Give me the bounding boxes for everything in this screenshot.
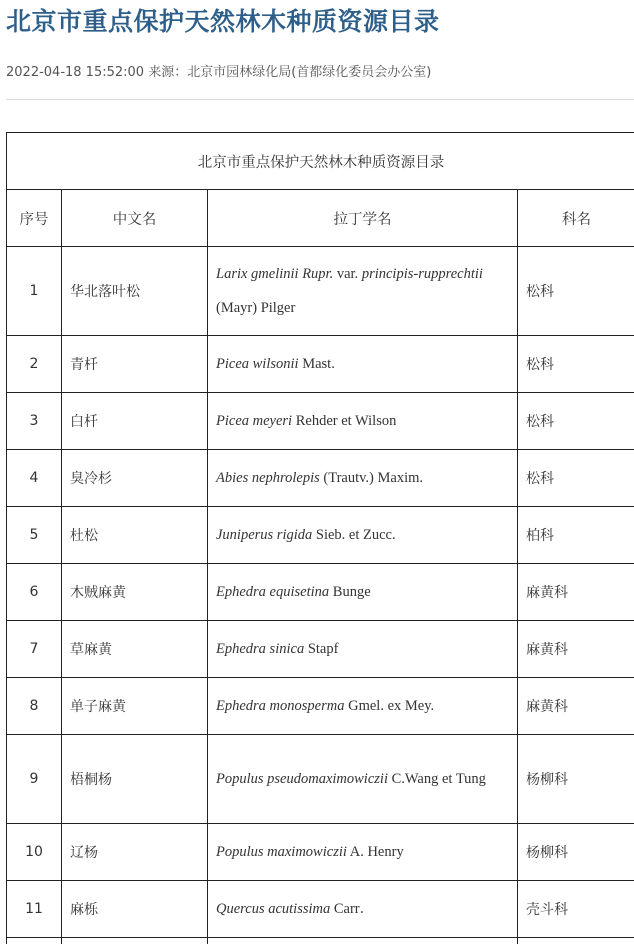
cell-family: 松科	[518, 450, 634, 507]
latin-italic: Populus pseudomaximowiczii	[216, 771, 388, 787]
cell-latin-name	[208, 881, 518, 938]
cell-no: 3	[7, 393, 62, 450]
latin-author: Mast.	[298, 356, 335, 372]
latin-italic: Ephedra sinica	[216, 641, 305, 657]
latin-italic: Picea meyeri	[216, 413, 293, 429]
latin-author-2: (Mayr) Pilger	[216, 300, 296, 316]
article-title: 北京市重点保护天然林木种质资源目录	[6, 7, 440, 36]
article-meta: 2022-04-18 15:52:00 来源：北京市园林绿化局(首都绿化委员会办公室)	[6, 65, 432, 80]
table-header-row	[7, 190, 634, 247]
latin-author: Stapf	[304, 641, 339, 657]
table-row	[7, 621, 634, 678]
cell-family	[518, 938, 634, 944]
cell-latin-name	[208, 247, 518, 336]
latin-author: A. Henry	[346, 844, 404, 860]
table-row	[7, 450, 634, 507]
header-family: 科名	[518, 190, 634, 247]
header-no: 序号	[7, 190, 62, 247]
table-body	[7, 247, 634, 944]
cell-no: 5	[7, 507, 62, 564]
table-row	[7, 824, 634, 881]
cell-family: 松科	[518, 393, 634, 450]
table-caption: 北京市重点保护天然林木种质资源目录	[7, 133, 634, 190]
latin-author: Sieb. et Zucc.	[312, 527, 396, 543]
cell-no	[7, 938, 62, 944]
latin-author: var.	[333, 266, 362, 282]
cell-family: 松科	[518, 247, 634, 336]
cell-family: 麻黄科	[518, 621, 634, 678]
header-latin-name: 拉丁学名	[208, 190, 518, 247]
cell-family: 柏科	[518, 507, 634, 564]
cell-latin-name	[208, 621, 518, 678]
cell-family: 松科	[518, 336, 634, 393]
cell-no: 9	[7, 735, 62, 824]
cell-no: 11	[7, 881, 62, 938]
cell-chinese-name: 梧桐杨	[62, 735, 208, 824]
cell-chinese-name: 麻栎	[62, 881, 208, 938]
cell-chinese-name: 木贼麻黄	[62, 564, 208, 621]
cell-no: 4	[7, 450, 62, 507]
cell-no: 1	[7, 247, 62, 336]
latin-italic: Populus maximowiczii	[216, 844, 347, 860]
table-row	[7, 678, 634, 735]
table-row	[7, 393, 634, 450]
latin-italic: Picea wilsonii	[216, 356, 299, 372]
latin-author: Gmel. ex Mey.	[344, 698, 435, 714]
cell-family: 杨柳科	[518, 735, 634, 824]
latin-italic: Juniperus rigida	[216, 527, 313, 543]
cell-latin-name	[208, 507, 518, 564]
cell-chinese-name: 臭冷杉	[62, 450, 208, 507]
table-row	[7, 881, 634, 938]
latin-italic-2: principis-rupprechtii	[361, 266, 483, 282]
cell-chinese-name: 白杄	[62, 393, 208, 450]
table-row	[7, 247, 634, 336]
cell-family: 壳斗科	[518, 881, 634, 938]
cell-family: 麻黄科	[518, 678, 634, 735]
latin-italic: Quercus acutissima	[216, 901, 331, 917]
cell-latin-name	[208, 824, 518, 881]
cell-latin-name	[208, 393, 518, 450]
table-row	[7, 938, 634, 944]
table-row	[7, 564, 634, 621]
cell-chinese-name: 华北落叶松	[62, 247, 208, 336]
cell-latin-name	[208, 450, 518, 507]
table-row	[7, 336, 634, 393]
latin-italic: Larix gmelinii Rupr.	[216, 266, 334, 282]
latin-author: Carr．	[330, 901, 375, 917]
cell-chinese-name: 杜松	[62, 507, 208, 564]
cell-chinese-name: 草麻黄	[62, 621, 208, 678]
table-row	[7, 735, 634, 824]
cell-no: 2	[7, 336, 62, 393]
latin-italic: Ephedra equisetina	[216, 584, 330, 600]
cell-chinese-name	[62, 938, 208, 944]
latin-author: Bunge	[329, 584, 371, 600]
divider	[6, 99, 634, 100]
cell-family: 杨柳科	[518, 824, 634, 881]
cell-no: 6	[7, 564, 62, 621]
germplasm-table	[6, 132, 634, 944]
cell-family: 麻黄科	[518, 564, 634, 621]
cell-no: 10	[7, 824, 62, 881]
header-chinese-name: 中文名	[62, 190, 208, 247]
cell-latin-name	[208, 735, 518, 824]
cell-latin-name	[208, 938, 518, 944]
cell-chinese-name: 辽杨	[62, 824, 208, 881]
cell-chinese-name: 青杄	[62, 336, 208, 393]
cell-no: 7	[7, 621, 62, 678]
latin-italic: Abies nephrolepis	[216, 470, 320, 486]
cell-chinese-name: 单子麻黄	[62, 678, 208, 735]
latin-author: (Trautv.) Maxim.	[319, 470, 424, 486]
cell-latin-name	[208, 564, 518, 621]
table-row	[7, 507, 634, 564]
cell-latin-name	[208, 678, 518, 735]
latin-author: C.Wang et Tung	[387, 771, 486, 787]
latin-italic: Ephedra monosperma	[216, 698, 345, 714]
cell-no: 8	[7, 678, 62, 735]
latin-author: Rehder et Wilson	[292, 413, 397, 429]
cell-latin-name	[208, 336, 518, 393]
